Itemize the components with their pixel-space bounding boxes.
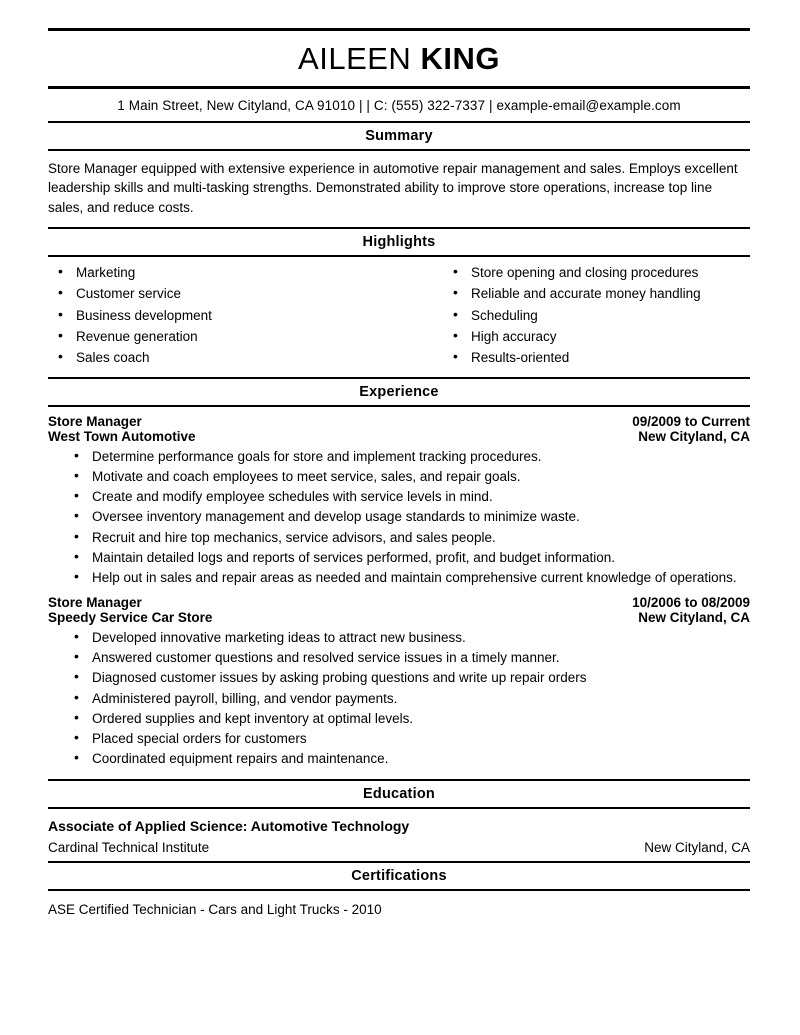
certifications-text: ASE Certified Technician - Cars and Light Trucks - 2010 bbox=[48, 902, 382, 918]
education-school-row bbox=[48, 840, 750, 855]
job-title: Store Manager bbox=[48, 595, 142, 611]
list-item: • Help out in sales and repair areas as needed and maintain comprehensive current knowledge of operations. bbox=[48, 568, 750, 587]
job-dates: 09/2009 to Current bbox=[632, 414, 750, 430]
highlights-column-left bbox=[48, 263, 399, 369]
education-entry bbox=[48, 809, 750, 861]
list-item: • Oversee inventory management and develop usage standards to minimize waste. bbox=[48, 507, 750, 526]
experience-entry-1 bbox=[48, 407, 750, 587]
list-item: • Determine performance goals for store and implement tracking procedures. bbox=[48, 447, 750, 466]
list-item: • Results-oriented bbox=[443, 348, 750, 367]
highlights-column-right bbox=[399, 263, 750, 369]
job-bullets bbox=[48, 625, 750, 768]
list-item: • Administered payroll, billing, and vendor payments. bbox=[48, 689, 750, 708]
first-name: AILEEN bbox=[298, 41, 412, 76]
job-company-row bbox=[48, 610, 750, 625]
job-company-row bbox=[48, 429, 750, 444]
list-item: • Sales coach bbox=[48, 348, 399, 367]
list-item: • Store opening and closing procedures bbox=[443, 263, 750, 282]
experience-body bbox=[48, 407, 750, 779]
contact-line: 1 Main Street, New Cityland, CA 91010 | | C: (555) 322-7337 | example-email@example.com bbox=[117, 97, 681, 113]
list-item: • Reliable and accurate money handling bbox=[443, 284, 750, 303]
highlights-list-left bbox=[48, 263, 399, 367]
education-location: New Cityland, CA bbox=[644, 840, 750, 856]
job-location: New Cityland, CA bbox=[638, 610, 750, 626]
summary-text: Store Manager equipped with extensive experience in automotive repair management and sales. Employs excellent leadership skills and multi-tasking strengths. Demonstrated ability to improve store operations, increase top line sales, and reduce costs. bbox=[48, 160, 738, 215]
list-item: • Business development bbox=[48, 306, 399, 325]
list-item: • Placed special orders for customers bbox=[48, 729, 750, 748]
list-item: • Recruit and hire top mechanics, service advisors, and sales people. bbox=[48, 528, 750, 547]
experience-entry-2 bbox=[48, 588, 750, 768]
list-item: • Motivate and coach employees to meet service, sales, and repair goals. bbox=[48, 467, 750, 486]
education-degree: Associate of Applied Science: Automotive Technology bbox=[48, 818, 410, 835]
list-item: • Create and modify employee schedules with service levels in mind. bbox=[48, 487, 750, 506]
job-company: Speedy Service Car Store bbox=[48, 610, 213, 626]
job-title-row bbox=[48, 414, 750, 429]
job-dates: 10/2006 to 08/2009 bbox=[632, 595, 750, 611]
job-company: West Town Automotive bbox=[48, 429, 196, 445]
last-name: KING bbox=[420, 41, 500, 76]
name-block bbox=[48, 31, 750, 86]
education-school: Cardinal Technical Institute bbox=[48, 840, 210, 856]
job-location: New Cityland, CA bbox=[638, 429, 750, 445]
job-title-row bbox=[48, 595, 750, 610]
list-item: • Answered customer questions and resolved service issues in a timely manner. bbox=[48, 648, 750, 667]
list-item: • Ordered supplies and kept inventory at optimal levels. bbox=[48, 709, 750, 728]
list-item: • Customer service bbox=[48, 284, 399, 303]
list-item: • Revenue generation bbox=[48, 327, 399, 346]
highlights-columns bbox=[48, 257, 750, 377]
job-bullets bbox=[48, 444, 750, 587]
list-item: • High accuracy bbox=[443, 327, 750, 346]
section-heading-highlights: Highlights bbox=[362, 234, 436, 251]
list-item: • Marketing bbox=[48, 263, 399, 282]
list-item: • Coordinated equipment repairs and maintenance. bbox=[48, 749, 750, 768]
section-heading-certifications: Certifications bbox=[351, 868, 447, 885]
list-item: • Maintain detailed logs and reports of services performed, profit, and budget information. bbox=[48, 548, 750, 567]
list-item: • Diagnosed customer issues by asking probing questions and write up repair orders bbox=[48, 668, 750, 687]
section-heading-experience: Experience bbox=[359, 384, 439, 401]
job-title: Store Manager bbox=[48, 414, 142, 430]
list-item: • Developed innovative marketing ideas to attract new business. bbox=[48, 628, 750, 647]
list-item: • Scheduling bbox=[443, 306, 750, 325]
section-heading-education: Education bbox=[363, 786, 435, 803]
section-heading-summary: Summary bbox=[365, 127, 433, 144]
page-title bbox=[48, 43, 750, 76]
highlights-list-right bbox=[443, 263, 750, 367]
